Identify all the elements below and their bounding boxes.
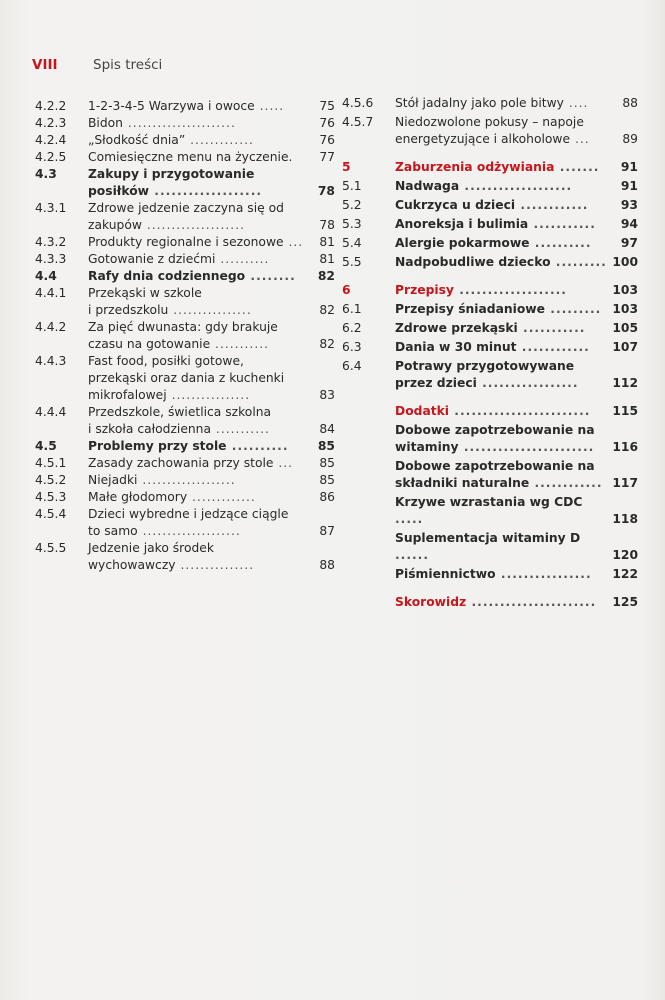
toc-entry-title-line: Gotowanie z dziećmi [88, 252, 216, 266]
toc-entry-title-line: Potrawy przygotowywane [395, 359, 575, 373]
toc-entry-title-line: i szkoła całodzienna [88, 422, 212, 436]
toc-entry[interactable] [35, 540, 335, 574]
toc-entry[interactable] [35, 353, 335, 404]
toc-entry[interactable] [342, 566, 638, 583]
toc-dot-leader: ............ [529, 476, 603, 490]
toc-entry[interactable] [35, 506, 335, 540]
toc-entry-title [395, 566, 608, 583]
toc-dot-leader: ........................ [449, 404, 591, 418]
toc-page-number: 116 [612, 440, 638, 454]
toc-entry-title [88, 353, 307, 404]
toc-entry-title [395, 159, 608, 176]
toc-entry[interactable] [35, 404, 335, 438]
toc-entry[interactable] [342, 339, 638, 356]
toc-entry-title-line: zakupów [88, 218, 142, 232]
toc-entry-title [88, 540, 307, 574]
toc-entry-title [395, 178, 608, 195]
toc-page-number: 75 [319, 99, 335, 113]
toc-entry-title [395, 530, 608, 564]
toc-dot-leader: .......... [226, 439, 289, 453]
toc-entry[interactable] [342, 282, 638, 299]
toc-page-number: 78 [317, 184, 335, 198]
toc-page-number: 105 [612, 321, 638, 335]
toc-entry-title-line: Rafy dnia codziennego [88, 269, 246, 283]
toc-entry-title [395, 254, 608, 271]
toc-entry-number: 5.3 [342, 217, 362, 231]
toc-entry[interactable] [35, 285, 335, 319]
toc-page-number: 103 [612, 283, 638, 297]
toc-entry-title-line: Za pięć dwunasta: gdy brakuje [88, 320, 278, 334]
toc-page-number: 76 [319, 116, 335, 130]
toc-entry-title-line: Dodatki [395, 404, 450, 418]
toc-dot-leader: .......... [215, 252, 270, 266]
toc-dot-leader: .................... [137, 524, 241, 538]
toc-entry-title [395, 301, 608, 318]
toc-entry-title-line: Przekąski w szkole [88, 286, 202, 300]
toc-dot-leader: ............. [185, 133, 254, 147]
toc-entry-title [88, 166, 307, 200]
toc-entry-title-line: Problemy przy stole [88, 439, 227, 453]
toc-entry-title-line: Nadpobudliwe dziecko [395, 255, 551, 269]
toc-page-number: 86 [319, 490, 335, 504]
toc-entry-number: 4.4.4 [35, 405, 67, 419]
toc-entry-title-line: Alergie pokarmowe [395, 236, 530, 250]
toc-entry-title [395, 114, 608, 148]
toc-entry-title-line: Dzieci wybredne i jedzące ciągle [88, 507, 289, 521]
toc-entry-title-line: przez dzieci [395, 376, 477, 390]
toc-entry-title-line: Cukrzyca u dzieci [395, 198, 516, 212]
toc-entry[interactable] [342, 159, 638, 176]
toc-entry[interactable] [342, 216, 638, 233]
toc-entry-title-line: Stół jadalny jako pole bitwy [395, 96, 564, 110]
toc-entry-number: 6.2 [342, 321, 362, 335]
toc-entry-number: 4.5.2 [35, 473, 67, 487]
toc-page-number: 81 [319, 235, 335, 249]
toc-dot-leader: ................ [168, 303, 252, 317]
toc-entry-title-line: Skorowidz [395, 595, 467, 609]
toc-entry-number: 4.5 [35, 439, 57, 453]
toc-entry[interactable] [342, 403, 638, 420]
toc-entry-title-line: Piśmiennictwo [395, 567, 496, 581]
toc-entry-title [88, 506, 307, 540]
toc-dot-leader: ................... [459, 179, 573, 193]
toc-entry[interactable] [35, 438, 335, 455]
toc-entry[interactable] [35, 472, 335, 489]
toc-entry-title [88, 319, 307, 353]
toc-entry-title [395, 197, 608, 214]
toc-dot-leader: ................... [453, 283, 567, 297]
toc-entry-title-line: Anoreksja i bulimia [395, 217, 529, 231]
toc-dot-leader: ....................... [458, 440, 595, 454]
toc-page-number: 94 [620, 217, 638, 231]
toc-entry[interactable] [342, 494, 638, 528]
toc-entry-title-line: Produkty regionalne i sezonowe [88, 235, 284, 249]
toc-entry-number: 4.2.2 [35, 99, 67, 113]
toc-entry-title-line: Suplementacja witaminy D [395, 531, 581, 545]
toc-entry-title-line: Dobowe zapotrzebowanie na [395, 459, 595, 473]
toc-entry-title [88, 132, 307, 149]
toc-entry-title [88, 489, 307, 506]
toc-dot-leader: ............. [187, 490, 256, 504]
toc-entry-title-line: energetyzujące i alkoholowe [395, 132, 571, 146]
toc-entry[interactable] [342, 95, 638, 112]
toc-entry-title [88, 455, 307, 472]
toc-entry-number: 4.2.3 [35, 116, 67, 130]
toc-entry-title-line: Zdrowe przekąski [395, 321, 518, 335]
toc-page-number: 107 [612, 340, 638, 354]
toc-entry-title-line: Przepisy śniadaniowe [395, 302, 546, 316]
toc-entry-number: 4.2.5 [35, 150, 67, 164]
toc-dot-leader: ........... [517, 321, 586, 335]
toc-dot-leader: ...................... [466, 595, 597, 609]
toc-entry-title-line: Comiesięczne menu na życzenie. [88, 150, 293, 164]
toc-page-number: 100 [612, 255, 638, 269]
toc-entry-title [88, 285, 307, 319]
toc-entry[interactable] [342, 594, 638, 611]
toc-dot-leader: ...... [395, 548, 430, 562]
toc-entry-title [395, 95, 608, 112]
toc-entry-title-line: Małe głodomory [88, 490, 188, 504]
toc-entry-number: 4.4 [35, 269, 57, 283]
toc-dot-leader: ................... [137, 473, 236, 487]
toc-entry-number: 4.5.4 [35, 507, 67, 521]
toc-entry-title [395, 594, 608, 611]
toc-entry-number: 5.1 [342, 179, 362, 193]
toc-entry-title-line: Przedszkole, świetlica szkolna [88, 405, 272, 419]
toc-entry-title [395, 358, 608, 392]
toc-entry-title [395, 282, 608, 299]
toc-entry-title-line: 1-2-3-4-5 Warzywa i owoce [88, 99, 255, 113]
toc-entry-title-line: Niedozwolone pokusy – napoje [395, 115, 584, 129]
toc-page-number: 87 [319, 524, 335, 538]
toc-dot-leader: ......... [545, 302, 602, 316]
toc-page-number: 97 [620, 236, 638, 250]
toc-entry-title-line: Zdrowe jedzenie zaczyna się od [88, 201, 284, 215]
toc-dot-leader: ... [570, 132, 590, 146]
toc-entry[interactable] [35, 234, 335, 251]
toc-page-number: 91 [620, 160, 638, 174]
toc-page-number: 83 [319, 388, 335, 402]
toc-page-number: 81 [319, 252, 335, 266]
toc-entry-title-line: Bidon [88, 116, 123, 130]
toc-page-number: 82 [319, 303, 335, 317]
toc-page-number: 82 [319, 337, 335, 351]
toc-entry-title [395, 216, 608, 233]
toc-entry-title [88, 234, 307, 251]
toc-entry-number: 4.5.6 [342, 96, 374, 110]
toc-entry-title-line: przekąski oraz dania z kuchenki [88, 371, 285, 385]
toc-entry-number: 5.2 [342, 198, 362, 212]
toc-entry-title-line: to samo [88, 524, 138, 538]
toc-dot-leader: ................. [476, 376, 579, 390]
toc-page-number: 115 [612, 404, 638, 418]
toc-entry-title-line: Fast food, posiłki gotowe, [88, 354, 244, 368]
toc-entry-number: 4.5.7 [342, 115, 374, 129]
toc-entry-title-line: składniki naturalne [395, 476, 530, 490]
toc-page-number: 91 [620, 179, 638, 193]
toc-page-number: 84 [319, 422, 335, 436]
toc-entry[interactable] [342, 235, 638, 252]
toc-entry[interactable] [35, 251, 335, 268]
toc-page-number: 103 [612, 302, 638, 316]
toc-entry-title-line: Dobowe zapotrzebowanie na [395, 423, 595, 437]
toc-dot-leader: ................ [495, 567, 592, 581]
toc-entry[interactable] [342, 197, 638, 214]
toc-entry-title-line: Przepisy [395, 283, 454, 297]
toc-entry-title [395, 320, 608, 337]
toc-entry-number: 4.3.2 [35, 235, 67, 249]
toc-dot-leader: ................ [166, 388, 251, 402]
toc-entry-number: 4.3 [35, 167, 57, 181]
toc-entry-title [395, 494, 608, 528]
toc-entry-title [88, 268, 307, 285]
toc-dot-leader: ................... [149, 184, 263, 198]
toc-entry-number: 6.1 [342, 302, 362, 316]
page-folio: VIII [32, 57, 58, 73]
toc-page-number: 78 [319, 218, 335, 232]
toc-page-number: 122 [612, 567, 638, 581]
toc-entry-number: 4.2.4 [35, 133, 67, 147]
toc-entry-title-line: wychowawczy [88, 558, 176, 572]
toc-entry-number: 4.5.5 [35, 541, 67, 555]
toc-entry[interactable] [342, 358, 638, 392]
toc-entry-title [88, 98, 307, 115]
toc-entry[interactable] [35, 166, 335, 200]
toc-dot-leader: .......... [529, 236, 592, 250]
toc-entry[interactable] [35, 319, 335, 353]
toc-entry-number: 4.5.3 [35, 490, 67, 504]
toc-dot-leader: ........... [528, 217, 596, 231]
toc-entry[interactable] [35, 115, 335, 132]
toc-entry-title-line: czasu na gotowanie [88, 337, 211, 351]
toc-entry-number: 4.3.1 [35, 201, 67, 215]
toc-entry-title-line: Nadwaga [395, 179, 460, 193]
toc-entry-title-line: i przedszkolu [88, 303, 169, 317]
toc-entry-number: 5.5 [342, 255, 362, 269]
toc-page-number: 85 [317, 439, 335, 453]
toc-dot-leader: ............ [516, 340, 590, 354]
header-title: Spis treści [93, 57, 163, 73]
toc-entry-title-line: Dania w 30 minut [395, 340, 517, 354]
toc-page-number: 112 [612, 376, 638, 390]
toc-page-number: 85 [319, 456, 335, 470]
toc-entry-title [395, 235, 608, 252]
toc-entry-title-line: Krzywe wzrastania wg CDC [395, 495, 583, 509]
toc-entry-number: 4.4.2 [35, 320, 67, 334]
toc-page-number: 82 [317, 269, 335, 283]
toc-entry-title [395, 339, 608, 356]
toc-entry-title [395, 422, 608, 456]
toc-entry[interactable] [35, 132, 335, 149]
toc-page-number: 118 [612, 512, 638, 526]
toc-entry-title-line: Zakupy i przygotowanie [88, 167, 255, 181]
toc-dot-leader: ...................... [122, 116, 236, 130]
toc-page-number: 88 [622, 96, 638, 110]
toc-entry-title-line: mikrofalowej [88, 388, 167, 402]
toc-page-number: 85 [319, 473, 335, 487]
toc-page-number: 117 [612, 476, 638, 490]
toc-dot-leader: ........... [210, 337, 270, 351]
toc-page-number: 89 [622, 132, 638, 146]
toc-dot-leader: ..... [395, 512, 424, 526]
toc-entry[interactable] [35, 200, 335, 234]
toc-entry[interactable] [342, 114, 638, 148]
toc-left-column [35, 98, 335, 574]
toc-dot-leader: ............... [175, 558, 255, 572]
toc-entry[interactable] [342, 178, 638, 195]
toc-right-column [342, 95, 638, 611]
toc-entry-number: 6.4 [342, 359, 362, 373]
toc-entry-title-line: Niejadki [88, 473, 138, 487]
toc-entry[interactable] [342, 458, 638, 492]
toc-entry-title [395, 403, 608, 420]
toc-page-number: 76 [319, 133, 335, 147]
toc-dot-leader: ... [283, 235, 304, 249]
toc-entry-number: 5 [342, 160, 351, 174]
toc-dot-leader: .................... [141, 218, 246, 232]
toc-entry-title [88, 251, 307, 268]
toc-entry-number: 4.4.3 [35, 354, 67, 368]
toc-page-number: 125 [612, 595, 638, 609]
toc-page-number: 120 [612, 548, 638, 562]
toc-entry[interactable] [342, 422, 638, 456]
toc-entry-title [88, 472, 307, 489]
toc-entry-title [88, 200, 307, 234]
toc-entry[interactable] [35, 489, 335, 506]
toc-entry-number: 4.3.3 [35, 252, 67, 266]
toc-dot-leader: ............ [515, 198, 589, 212]
toc-entry[interactable] [342, 320, 638, 337]
toc-entry-title [88, 149, 307, 166]
toc-entry[interactable] [342, 530, 638, 564]
toc-entry-number: 4.4.1 [35, 286, 67, 300]
toc-dot-leader: ........... [211, 422, 270, 436]
toc-entry-number: 6.3 [342, 340, 362, 354]
toc-entry-number: 4.5.1 [35, 456, 67, 470]
toc-entry-title-line: posiłków [88, 184, 150, 198]
toc-entry-title [88, 438, 307, 455]
toc-entry-title-line: „Słodkość dnia” [88, 133, 186, 147]
toc-entry-number: 5.4 [342, 236, 362, 250]
toc-entry[interactable] [35, 455, 335, 472]
toc-entry-title [395, 458, 608, 492]
toc-page-number: 77 [319, 150, 335, 164]
toc-entry[interactable] [342, 254, 638, 271]
toc-entry-title-line: witaminy [395, 440, 459, 454]
toc-entry-title [88, 115, 307, 132]
toc-entry[interactable] [342, 301, 638, 318]
toc-dot-leader: ... [273, 456, 294, 470]
toc-entry-title-line: Jedzenie jako środek [88, 541, 214, 555]
toc-dot-leader: ....... [554, 160, 600, 174]
toc-page-number: 88 [319, 558, 335, 572]
toc-dot-leader: ..... [254, 99, 285, 113]
toc-entry[interactable] [35, 98, 335, 115]
toc-entry-title-line: Zasady zachowania przy stole [88, 456, 274, 470]
toc-dot-leader: ........ [245, 269, 296, 283]
toc-entry-title-line: Zaburzenia odżywiania [395, 160, 555, 174]
toc-dot-leader: ......... [550, 255, 607, 269]
toc-entry[interactable] [35, 149, 335, 166]
toc-entry[interactable] [35, 268, 335, 285]
toc-entry-number: 6 [342, 283, 351, 297]
toc-entry-title [88, 404, 307, 438]
toc-page-number: 93 [620, 198, 638, 212]
toc-dot-leader: .... [563, 96, 589, 110]
